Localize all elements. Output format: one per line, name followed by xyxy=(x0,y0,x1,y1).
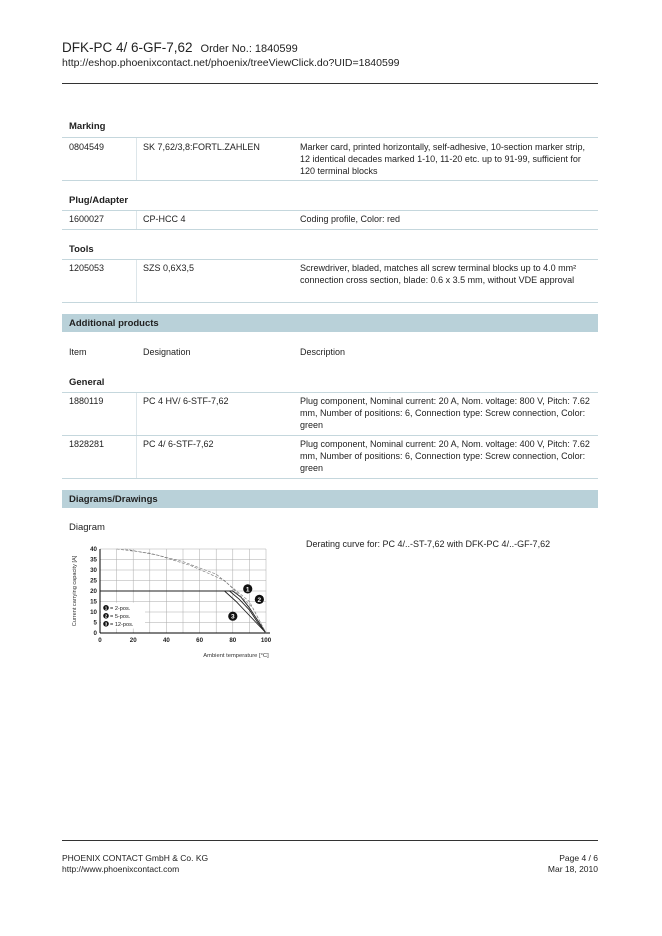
table-line xyxy=(62,302,598,303)
general-designation: PC 4/ 6-STF-7,62 xyxy=(143,439,214,449)
column-separator xyxy=(136,211,137,229)
column-separator xyxy=(136,138,137,180)
table-line xyxy=(62,229,598,230)
chart-x-tick-label: 80 xyxy=(229,637,237,644)
diagram-caption: Derating curve for: PC 4/..-ST-7,62 with DFK-PC 4/..-GF-7,62 xyxy=(306,539,551,549)
chart-ylabel: Current carrying capacity [A] xyxy=(72,555,78,627)
footer-page: Page 4 / 6 xyxy=(559,853,598,863)
footer-rule xyxy=(62,840,598,841)
plug-designation: CP-HCC 4 xyxy=(143,214,186,224)
table-line xyxy=(62,478,598,479)
general-item: 1828281 xyxy=(69,439,105,449)
additional-products-bar: Additional products xyxy=(62,314,598,332)
chart-y-tick-label: 40 xyxy=(90,546,97,554)
chart-legend-marker-label: 2 xyxy=(104,613,108,619)
general-description: Plug component, Nominal current: 20 A, Nom. voltage: 400 V, Pitch: 7.62 mm, Number of positions: 6, Connection type: Screw connection, Color: green xyxy=(300,439,590,473)
marking-designation: SK 7,62/3,8:FORTL.ZAHLEN xyxy=(143,142,260,152)
plug-description: Coding profile, Color: red xyxy=(300,214,401,224)
product-name: DFK-PC 4/ 6-GF-7,62 xyxy=(62,40,193,55)
chart-x-tick-label: 60 xyxy=(196,637,204,644)
chart-y-tick-label: 35 xyxy=(90,556,97,564)
diagram-label: Diagram xyxy=(69,522,105,533)
plug-item: 1600027 xyxy=(69,214,105,224)
chart-y-tick-label: 15 xyxy=(90,598,97,606)
column-header-item: Item xyxy=(69,347,87,357)
chart-y-tick-label: 0 xyxy=(93,630,97,638)
column-separator xyxy=(136,393,137,435)
chart-legend-label: = 12-pos. xyxy=(110,621,134,628)
marking-description: Marker card, printed horizontally, self-adhesive, 10-section marker strip, 12 identical decades marked 1-10, 11-20 etc. up to 91-99, sufficient for 120 terminal blocks xyxy=(300,142,585,176)
chart-series-marker-label: 2 xyxy=(257,596,262,604)
table-line xyxy=(62,180,598,181)
column-separator xyxy=(136,260,137,302)
table-line xyxy=(62,137,598,138)
chart-y-tick-label: 5 xyxy=(93,619,97,627)
chart-xlabel: Ambient temperature [°C] xyxy=(203,653,269,659)
table-line xyxy=(62,435,598,436)
derating-chart xyxy=(66,541,280,663)
tools-item: 1205053 xyxy=(69,263,105,273)
header-rule xyxy=(62,83,598,84)
marking-item: 0804549 xyxy=(69,142,105,152)
chart-legend-label: = 5-pos. xyxy=(110,613,131,620)
tools-description: Screwdriver, bladed, matches all screw terminal blocks up to 4.0 mm² connection cross section, blade: 0.6 x 3.5 mm, without VDE approval xyxy=(300,263,577,285)
chart-legend-label: = 2-pos. xyxy=(110,605,131,612)
chart-x-tick-label: 40 xyxy=(162,637,170,644)
chart-x-tick-label: 0 xyxy=(98,637,102,644)
footer-company: PHOENIX CONTACT GmbH & Co. KG xyxy=(62,853,209,863)
general-description: Plug component, Nominal current: 20 A, Nom. voltage: 800 V, Pitch: 7.62 mm, Number of positions: 6, Connection type: Screw connection, Color: green xyxy=(300,396,590,430)
table-line xyxy=(62,210,598,211)
diagrams-bar: Diagrams/Drawings xyxy=(62,490,598,508)
general-designation: PC 4 HV/ 6-STF-7,62 xyxy=(143,396,229,406)
chart-y-tick-label: 10 xyxy=(90,609,97,617)
table-line xyxy=(62,392,598,393)
chart-series-marker-label: 3 xyxy=(230,613,235,621)
column-header-description: Description xyxy=(300,347,346,357)
chart-y-tick-label: 20 xyxy=(90,588,97,596)
chart-y-tick-label: 25 xyxy=(90,577,97,585)
footer-date: Mar 18, 2010 xyxy=(547,864,598,874)
chart-legend-marker-label: 1 xyxy=(104,605,108,611)
general-item: 1880119 xyxy=(69,396,104,406)
chart-y-tick-label: 30 xyxy=(90,567,97,575)
product-url[interactable]: http://eshop.phoenixcontact.net/phoenix/treeViewClick.do?UID=1840599 xyxy=(62,57,400,69)
column-header-designation: Designation xyxy=(143,347,191,357)
column-separator xyxy=(136,436,137,478)
table-line xyxy=(62,259,598,260)
order-number: Order No.: 1840599 xyxy=(200,43,298,55)
footer-website[interactable]: http://www.phoenixcontact.com xyxy=(62,864,180,874)
tools-designation: SZS 0,6X3,5 xyxy=(143,263,195,273)
document-title xyxy=(62,40,298,55)
chart-x-tick-label: 100 xyxy=(260,637,272,644)
chart-series-marker-label: 1 xyxy=(245,586,250,594)
chart-x-tick-label: 20 xyxy=(129,637,137,644)
chart-legend-marker-label: 3 xyxy=(104,621,108,627)
